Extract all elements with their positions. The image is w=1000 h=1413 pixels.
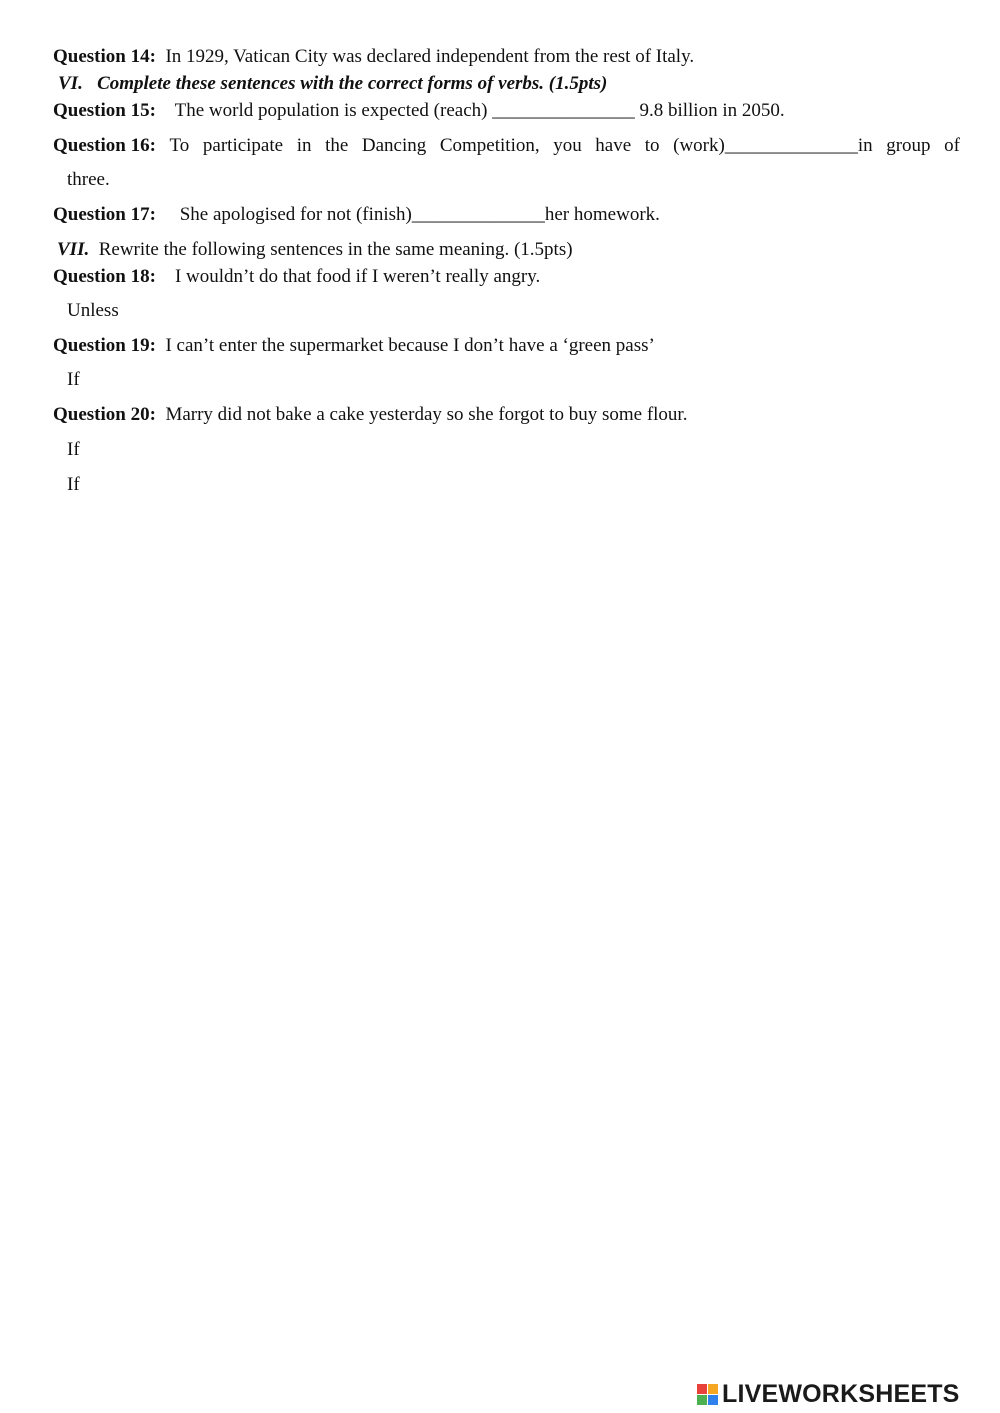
section-vii-numeral: VII.: [57, 239, 90, 260]
liveworksheets-logo-text: LIVEWORKSHEETS: [722, 1380, 960, 1408]
q16-word: have: [595, 135, 632, 156]
question-14-text: In 1929, Vatican City was declared independent from the rest of Italy.: [165, 46, 695, 67]
question-14-label: Question 14:: [53, 46, 156, 67]
q16-word: group: [886, 135, 931, 156]
question-15-text[interactable]: The world population is expected (reach) _______________ 9.8 billion in 2050.: [174, 100, 785, 121]
section-vi-numeral: VI.: [58, 73, 83, 94]
logo-tile: [708, 1395, 718, 1405]
question-17: [53, 204, 660, 226]
question-19-answer[interactable]: If: [67, 369, 80, 390]
question-17-text[interactable]: She apologised for not (finish)______________her homework.: [179, 204, 660, 225]
question-19-text: I can’t enter the supermarket because I don’t have a ‘green pass’: [165, 335, 655, 356]
question-20-text: Marry did not bake a cake yesterday so she forgot to buy some flour.: [165, 404, 688, 425]
section-vii-heading: [57, 239, 573, 261]
section-vi-title: Complete these sentences with the correct forms of verbs. (1.5pts): [97, 73, 608, 94]
liveworksheets-logo: [697, 1380, 960, 1409]
question-20-answer-2[interactable]: If: [67, 474, 80, 495]
section-vi-heading: [58, 73, 607, 95]
q16-word: Dancing: [361, 135, 427, 156]
question-16-label: Question 16:: [53, 135, 156, 156]
q16-word: of: [944, 135, 960, 156]
question-18-answer[interactable]: Unless: [67, 300, 119, 321]
logo-tile: [697, 1384, 707, 1394]
section-vii-title: Rewrite the following sentences in the same meaning. (1.5pts): [98, 239, 573, 260]
q16-word: To: [169, 135, 190, 156]
q16-word: Competition,: [439, 135, 540, 156]
logo-tile: [697, 1395, 707, 1405]
logo-tile: [708, 1384, 718, 1394]
q16-word: to: [644, 135, 660, 156]
question-14: [53, 46, 694, 68]
q16-word: you: [553, 135, 582, 156]
question-17-label: Question 17:: [53, 204, 156, 225]
q16-blank-word[interactable]: (work)______________in: [673, 135, 873, 156]
question-18-text: I wouldn’t do that food if I weren’t really angry.: [174, 266, 541, 287]
q16-word: the: [325, 135, 349, 156]
question-18: [53, 266, 540, 288]
question-19: [53, 335, 655, 357]
question-19-label: Question 19:: [53, 335, 156, 356]
question-16-continuation: three.: [67, 169, 110, 190]
q16-word: in: [296, 135, 312, 156]
question-15: [53, 100, 785, 122]
question-18-label: Question 18:: [53, 266, 156, 287]
liveworksheets-logo-icon: [697, 1384, 718, 1405]
question-20-label: Question 20:: [53, 404, 156, 425]
question-16: [53, 135, 960, 157]
question-20: [53, 404, 687, 426]
question-20-answer-1[interactable]: If: [67, 439, 80, 460]
question-15-label: Question 15:: [53, 100, 156, 121]
q16-word: participate: [202, 135, 284, 156]
